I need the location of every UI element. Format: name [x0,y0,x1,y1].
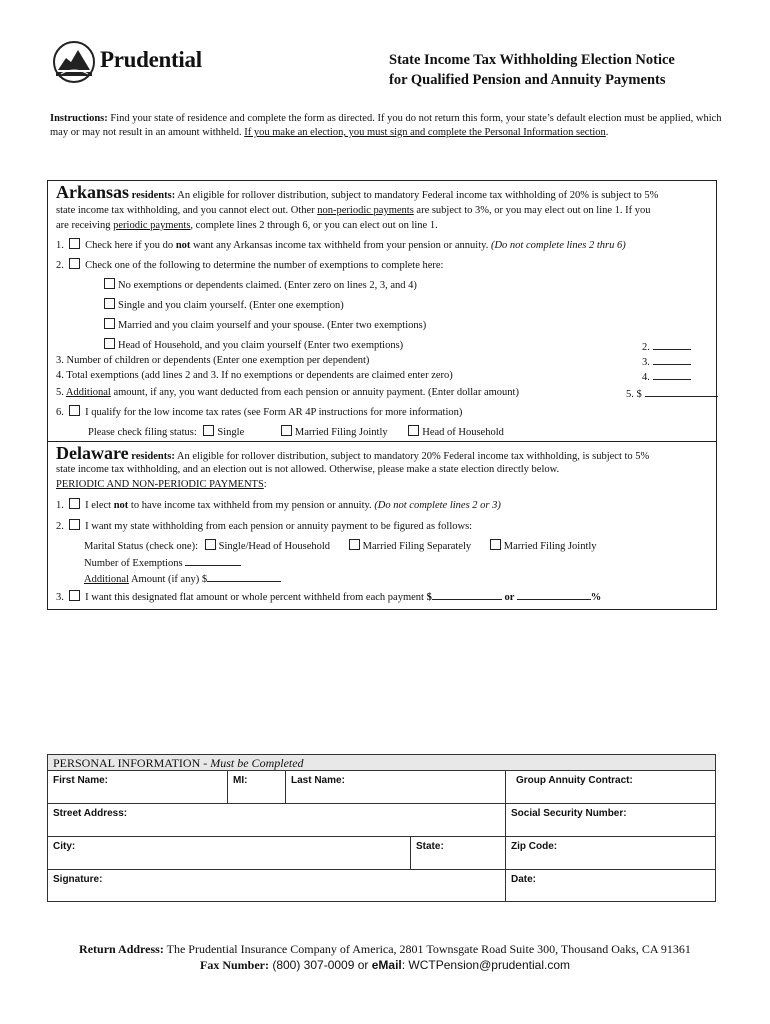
arkansas-intro-text-3a: are receiving [56,220,114,231]
form-title [389,50,675,90]
arkansas-intro-text-2u: non-periodic payments [317,205,414,216]
personal-information-table [47,754,716,902]
percent-sign: % [590,592,602,603]
arkansas-option-married [102,318,426,331]
ms-label: Married Filing Separately [362,541,472,552]
flat-amount-input[interactable] [432,590,502,600]
single-checkbox[interactable] [104,298,115,309]
arkansas-intro-text-2b: are subject to 3%, or you may elect out on line 1. If you [413,205,651,216]
option-label: Single and you claim yourself. (Enter one exemption) [118,300,344,311]
arkansas-line-6 [56,405,462,418]
status-label: Single [217,427,245,438]
field-number: 3. [642,357,650,368]
periodic-heading-text: PERIODIC AND NON-PERIODIC PAYMENTS [56,479,264,490]
fax-email [0,958,770,973]
line-text: amount, if any, you want deducted from each pension or annuity payment. (Enter dollar amount) [110,387,519,398]
line-text: I want this designated flat amount or whole percent withheld from each payment [85,592,427,603]
additional-amount-input[interactable] [207,572,281,582]
logo-text: Prudential [100,47,202,72]
option-label: No exemptions or dependents claimed. (Enter zero on lines 2, 3, and 4) [118,280,417,291]
periodic-heading-end: : [263,479,267,490]
percent-input[interactable] [517,590,591,600]
ms-label: Married Filing Jointly [503,541,597,552]
last-name-field[interactable]: Last Name: [286,771,506,803]
city-field[interactable]: City: [48,837,411,869]
head-of-household-checkbox[interactable] [104,338,115,349]
mi-field[interactable]: MI: [228,771,286,803]
line-3-input[interactable] [653,355,691,365]
instructions-label: Instructions: [50,113,108,124]
return-address-text: The Prudential Insurance Company of America, 2801 Townsgate Road Suite 300, Thousand Oaks, CA 91361 [163,942,691,956]
arkansas-filing-status [88,425,504,438]
arkansas-option-single [102,298,344,311]
line-2-input[interactable] [653,340,691,350]
heading-text: PERSONAL INFORMATION - [53,756,211,770]
delaware-line-3 [56,590,601,603]
status-label: Head of Household [422,427,504,438]
line-4-input[interactable] [653,370,691,380]
or-label: or [501,592,517,603]
delaware-opt-out-checkbox[interactable] [69,498,80,509]
marital-label: Marital Status (check one): [84,541,199,552]
line-emphasis: not [175,240,191,251]
line-text: I want my state withholding from each pension or annuity payment to be figured as follows: [85,521,473,532]
delaware-line-1 [56,498,501,511]
instructions-emphasis: If you make an election, you must sign and complete the Personal Information section [244,127,606,138]
title-line-1: State Income Tax Withholding Election Notice [389,52,675,68]
arkansas-line-4: 4. Total exemptions (add lines 2 and 3. If no exemptions or dependents are claimed enter zero) [56,370,453,381]
delaware-additional [84,572,281,585]
instructions-end: . [605,127,609,138]
delaware-heading: Delaware [56,443,129,463]
arkansas-residents-label: residents: [129,190,176,201]
ms-married-separately-checkbox[interactable] [349,539,360,550]
arkansas-intro-text-1: An eligible for rollover distribution, subject to mandatory Federal income tax withholding of 20% is subject to 5% [175,190,659,201]
field-number: 5. $ [626,389,642,400]
arkansas-line-3: 3. Number of children or dependents (Enter one exemption per dependent) [56,355,370,366]
delaware-line-2 [56,519,472,532]
line-text: to have income tax withheld from my pension or annuity. [128,500,375,511]
arkansas-intro-text-3u: periodic payments [113,220,191,231]
line-emphasis: not [113,500,129,511]
group-annuity-contract-field[interactable]: Group Annuity Contract: [516,775,633,786]
zip-code-field[interactable]: Zip Code: [511,841,558,852]
exemptions-input[interactable] [185,556,241,566]
arkansas-intro-text-3b: , complete lines 2 through 6, or you can elect out on line 1. [190,220,438,231]
no-exemptions-checkbox[interactable] [104,278,115,289]
field-number: 2. [642,342,650,353]
arkansas-line-5 [56,387,519,398]
signature-field[interactable]: Signature: [48,870,506,902]
instructions [50,112,730,140]
arkansas-field-5 [626,387,718,400]
email-text: : WCTPension@prudential.com [401,958,570,972]
instructions-text: Find your state of residence and complete the form as directed. If you do not return this form, your state’s default election must be applied, which may or may not result in an amount withheld. [50,113,722,138]
field-number: 4. [642,372,650,383]
line-emphasis: Additional [65,387,111,398]
arkansas-field-3 [642,355,691,368]
arkansas-option-hoh [102,338,403,351]
arkansas-intro-1 [56,182,658,203]
line-number: 3. [56,592,64,603]
delaware-residents-label: residents: [128,451,175,462]
married-checkbox[interactable] [104,318,115,329]
return-address [0,942,770,957]
ms-label: Single/Head of Household [218,541,331,552]
option-label: Married and you claim yourself and your spouse. (Enter two exemptions) [118,320,427,331]
heading-emphasis: Must be Completed [210,756,304,770]
low-income-checkbox[interactable] [69,405,80,416]
additional-text: Amount (if any) $ [128,574,208,585]
delaware-figured-checkbox[interactable] [69,519,80,530]
address-row [48,804,715,837]
arkansas-exemptions-checkbox[interactable] [69,258,80,269]
line-5-input[interactable] [645,387,718,397]
line-note: (Do not complete lines 2 thru 6) [490,240,626,251]
filing-status-label: Please check filing status: [88,427,197,438]
return-address-label: Return Address: [79,942,164,956]
status-label: Married Filing Jointly [294,427,388,438]
line-text: I qualify for the low income tax rates (see Form AR 4P instructions for more information) [85,407,463,418]
exemptions-label: Number of Exemptions [84,558,183,569]
status-hoh-checkbox[interactable] [408,425,419,436]
city-row [48,837,715,870]
arkansas-line-1 [56,238,626,251]
personal-info-heading [48,755,715,771]
line-number: 2. [56,521,64,532]
additional-label: Additional [84,574,129,585]
ms-married-jointly-checkbox[interactable] [490,539,501,550]
arkansas-intro-3 [56,220,438,231]
delaware-intro-2: state income tax withholding, and an election out is not allowed. Otherwise, please make a state election directly below. [56,464,560,475]
line-number: 2. [56,260,64,271]
delaware-intro-text-1: An eligible for rollover distribution, subject to mandatory 20% Federal income tax withholding, is subject to 5% [174,451,650,462]
dollar-sign: $ [426,592,432,603]
line-number: 6. [56,407,64,418]
arkansas-opt-out-checkbox[interactable] [69,238,80,249]
line-text: Check one of the following to determine the number of exemptions to complete here: [85,260,444,271]
line-text: I elect [85,500,114,511]
delaware-marital-status [84,539,597,552]
rock-of-gibraltar-icon [52,40,96,84]
first-name-field[interactable]: First Name: [48,771,228,803]
line-note: (Do not complete lines 2 or 3) [374,500,501,511]
fax-label: Fax Number: [200,958,269,972]
line-number: 1. [56,240,64,251]
line-number: 5. [56,387,66,398]
arkansas-field-2 [642,340,691,353]
arkansas-heading: Arkansas [56,182,130,202]
option-label: Head of Household, and you claim yourself (Enter two exemptions) [118,340,404,351]
line-text: Check here if you do [85,240,176,251]
line-number: 1. [56,500,64,511]
status-married-jointly-checkbox[interactable] [281,425,292,436]
arkansas-option-none [102,278,417,291]
title-line-2: for Qualified Pension and Annuity Payments [389,72,666,88]
flat-amount-checkbox[interactable] [69,590,80,601]
signature-row [48,870,715,902]
arkansas-intro-2 [56,205,651,216]
status-single-checkbox[interactable] [203,425,214,436]
date-field[interactable]: Date: [511,874,537,885]
line-text: want any Arkansas income tax withheld from your pension or annuity. [190,240,491,251]
name-row [48,771,715,804]
ms-single-hoh-checkbox[interactable] [205,539,216,550]
fax-text: (800) 307-0009 or [269,958,372,972]
ssn-field[interactable]: Social Security Number: [511,808,627,819]
arkansas-field-4 [642,370,691,383]
email-label: eMail [371,958,402,972]
delaware-periodic-heading [56,479,267,490]
delaware-intro-1 [56,443,649,464]
street-address-field[interactable]: Street Address: [48,804,506,836]
state-field[interactable]: State: [411,837,506,869]
arkansas-line-2 [56,258,443,271]
arkansas-intro-text-2a: state income tax withholding, and you cannot elect out. Other [56,205,318,216]
delaware-exemptions [84,556,241,569]
